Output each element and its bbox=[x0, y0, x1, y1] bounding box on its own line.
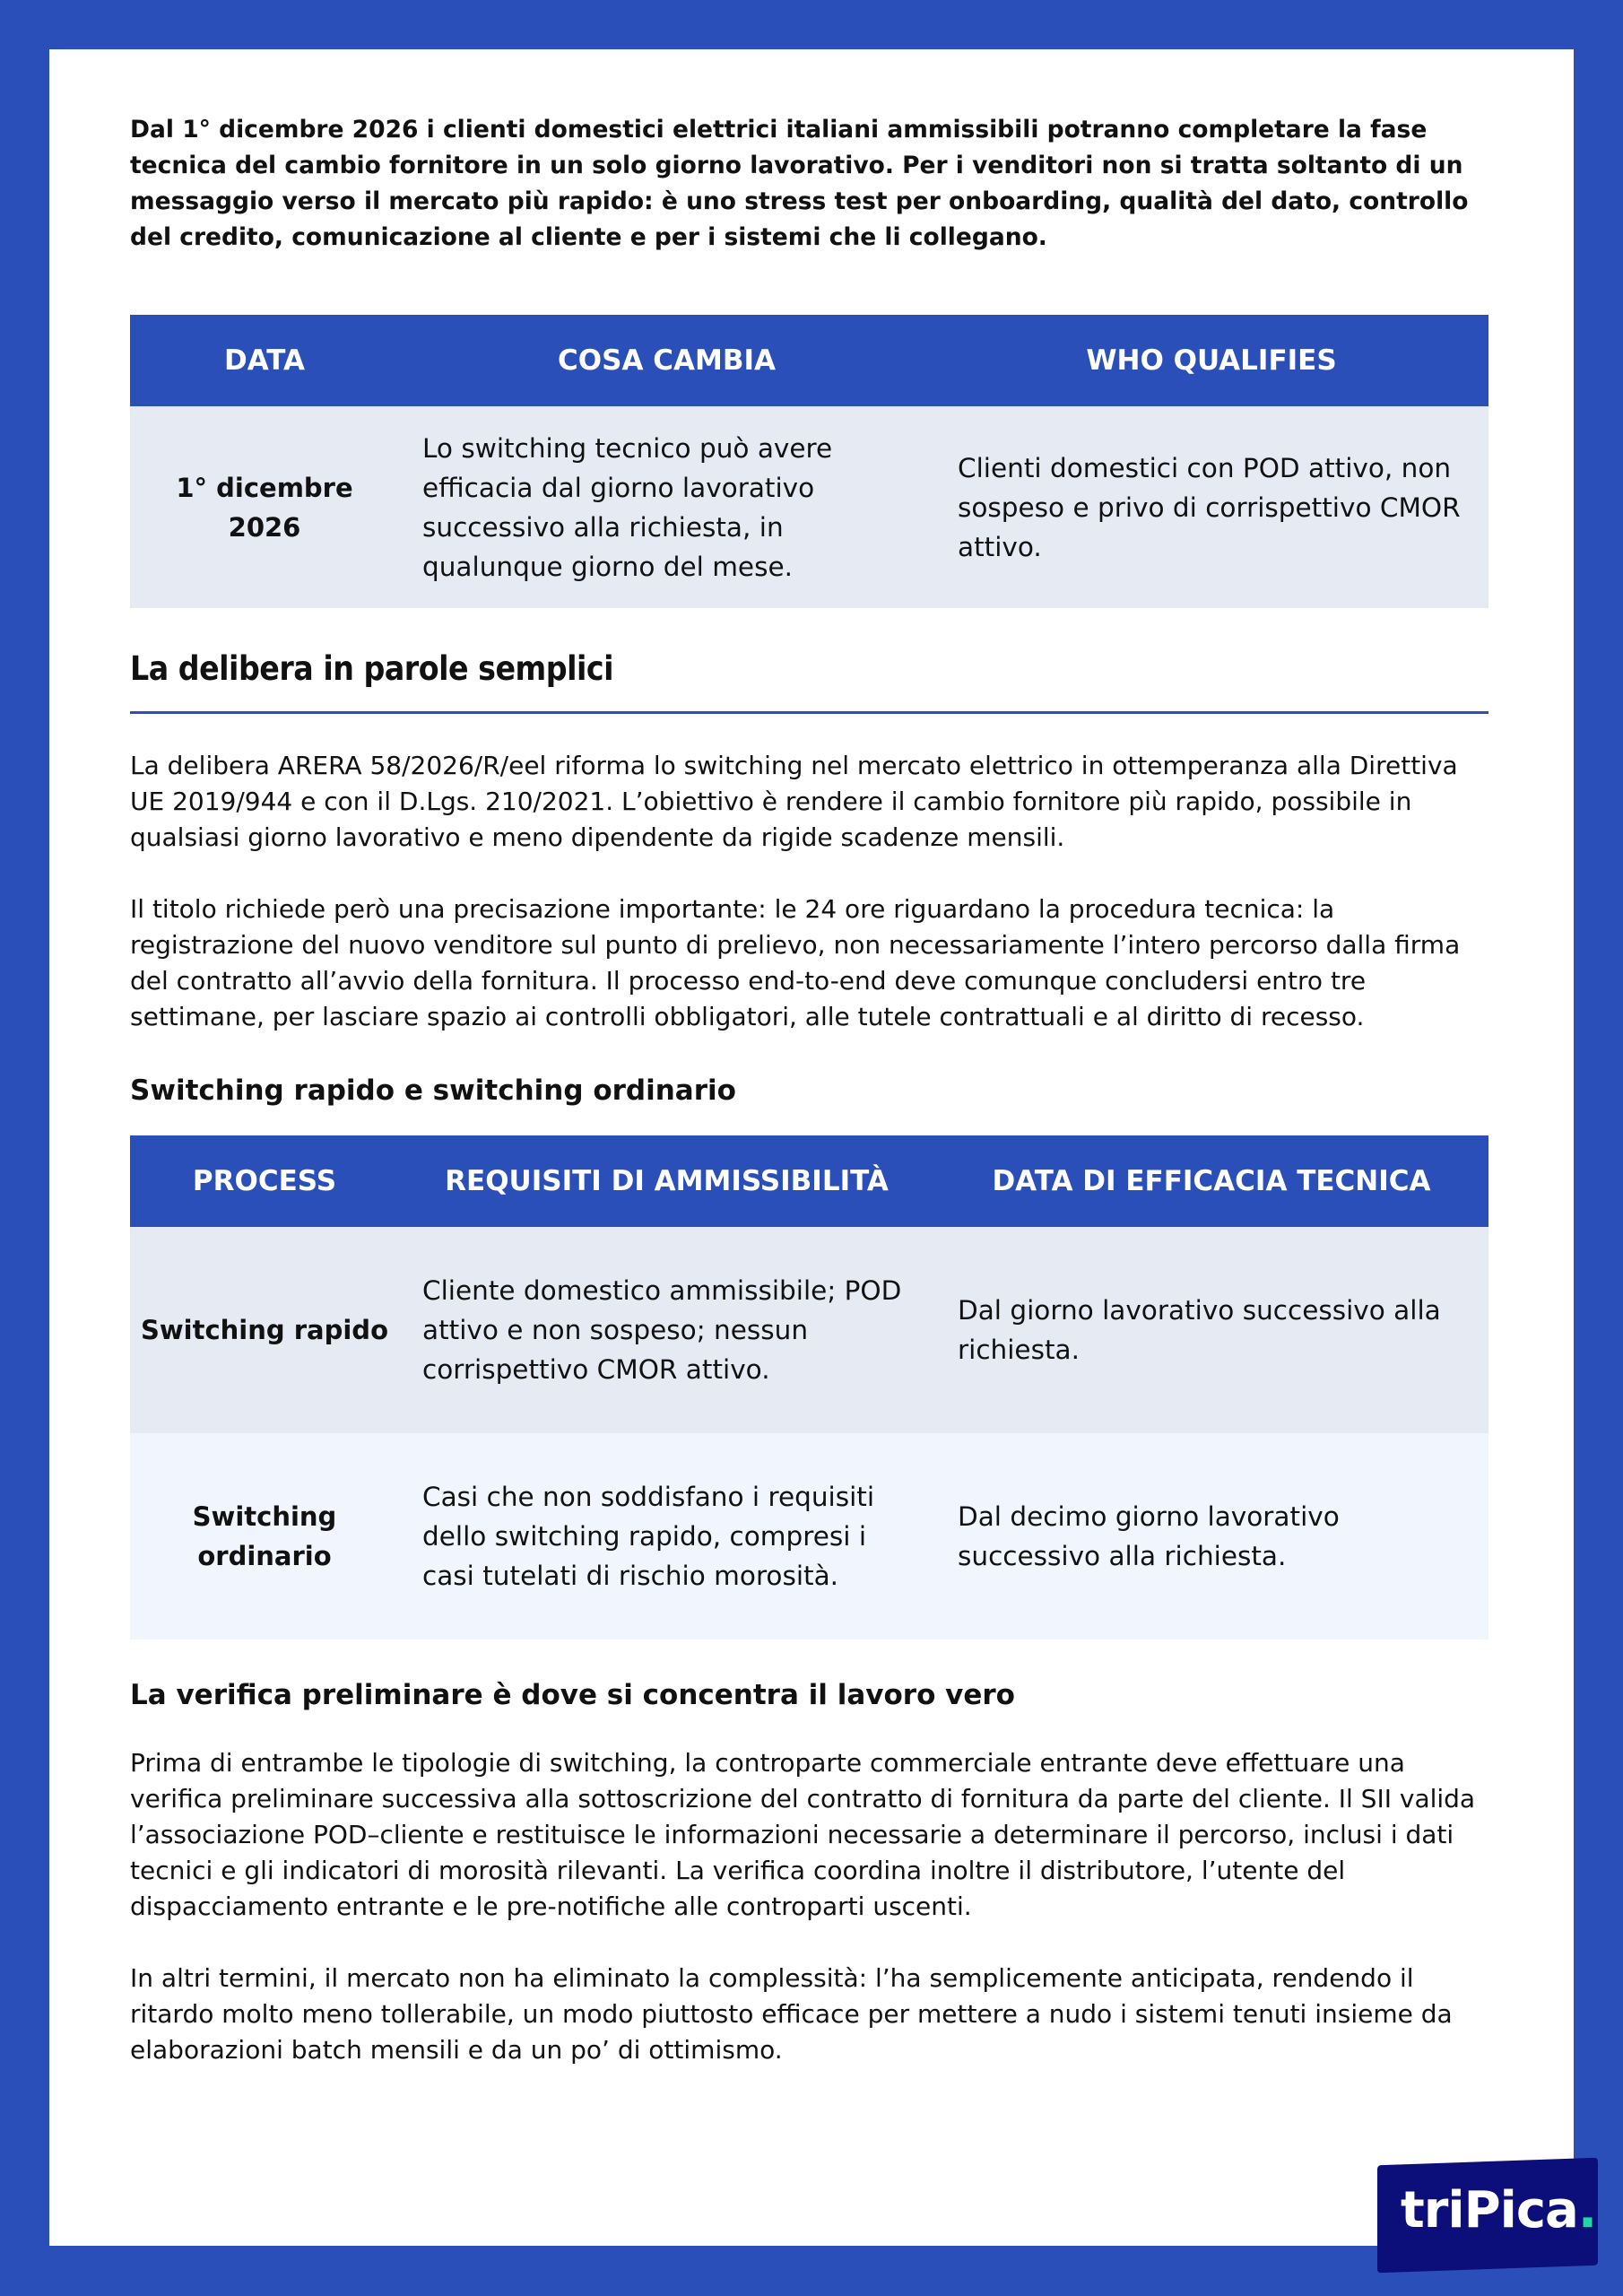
table-cell: 1° dicembre 2026 bbox=[130, 406, 399, 608]
table-header-cell: PROCESS bbox=[130, 1135, 399, 1227]
subsection-heading: La verifica preliminare è dove si concentra il lavoro vero bbox=[130, 1679, 1015, 1711]
table-cell: Cliente domestico ammissibile; POD attivo e non sospeso; nessun corrispettivo CMOR attivo. bbox=[399, 1227, 934, 1433]
table-cell: Switching ordinario bbox=[130, 1433, 399, 1639]
body-paragraph: Il titolo richiede però una precisazione importante: le 24 ore riguardano la procedura tecnica: la registrazione del nuovo venditore sul punto di prelievo, non necessariamente l’intero percorso dalla firma del contratto all’avvio della fornitura. Il processo end-to-end deve comunque concludersi entro tre settimane, per lasciare spazio ai controlli obbligatori, alle tutele contrattuali e al diritto di recesso. bbox=[130, 894, 1461, 1031]
table-header-cell: REQUISITI DI AMMISSIBILITÀ bbox=[399, 1135, 934, 1227]
section-heading: La delibera in parole semplici bbox=[130, 649, 1488, 714]
table-header-cell: WHO QUALIFIES bbox=[934, 315, 1488, 406]
subsection-heading: Switching rapido e switching ordinario bbox=[130, 1074, 736, 1107]
table-row bbox=[130, 1433, 1488, 1639]
table-cell: Dal decimo giorno lavorativo successivo alla richiesta. bbox=[934, 1433, 1488, 1639]
table-cell: Switching rapido bbox=[130, 1227, 399, 1433]
table-header-row bbox=[130, 1135, 1488, 1227]
table-row bbox=[130, 1227, 1488, 1433]
body-paragraph: In altri termini, il mercato non ha eliminato la complessità: l’ha semplicemente anticipata, rendendo il ritardo molto meno tollerabile, un modo piuttosto efficace per mettere a nudo i sistemi tenuti insieme da elaborazioni batch mensili e da un po’ di ottimismo. bbox=[130, 1963, 1453, 2065]
table-cell: Casi che non soddisfano i requisiti dello switching rapido, compresi i casi tutelati di rischio morosità. bbox=[399, 1433, 934, 1639]
table-cell: Lo switching tecnico può avere efficacia dal giorno lavorativo successivo alla richiesta, in qualunque giorno del mese. bbox=[399, 406, 934, 608]
logo bbox=[1401, 2181, 1596, 2239]
intro-paragraph: Dal 1° dicembre 2026 i clienti domestici elettrici italiani ammissibili potranno completare la fase tecnica del cambio fornitore in un solo giorno lavorativo. Per i venditori non si tratta soltanto di un messaggio verso il mercato più rapido: è uno stress test per onboarding, qualità del dato, controllo del credito, comunicazione al cliente e per i sistemi che li collegano. bbox=[130, 116, 1469, 251]
table-header-cell: DATA DI EFFICACIA TECNICA bbox=[934, 1135, 1488, 1227]
body-paragraph: Prima di entrambe le tipologie di switching, la controparte commerciale entrante deve effettuare una verifica preliminare successiva alla sottoscrizione del contratto di fornitura da parte del cliente. Il SII valida l’associazione POD–cliente e restituisce le informazioni necessarie a determinare il percorso, inclusi i dati tecnici e gli indicatori di morosità rilevanti. La verifica coordina inoltre il distributore, l’utente del dispacciamento entrante e le pre-notifiche alle controparti uscenti. bbox=[130, 1748, 1476, 1921]
page bbox=[49, 49, 1574, 2246]
table-row bbox=[130, 406, 1488, 608]
body-paragraph: La delibera ARERA 58/2026/R/eel riforma lo switching nel mercato elettrico in ottemperanza alla Direttiva UE 2019/944 e con il D.Lgs. 210/2021. L’obiettivo è rendere il cambio fornitore più rapido, possibile in qualsiasi giorno lavorativo e meno dipendente da rigide scadenze mensili. bbox=[130, 751, 1458, 852]
table-cell: Dal giorno lavorativo successivo alla richiesta. bbox=[934, 1227, 1488, 1433]
logo-wordmark: triPica bbox=[1401, 2181, 1578, 2239]
logo-dot: . bbox=[1577, 2181, 1597, 2239]
table-header-row bbox=[130, 315, 1488, 406]
content bbox=[130, 112, 1488, 2068]
table-header-cell: DATA bbox=[130, 315, 399, 406]
table-header-cell: COSA CAMBIA bbox=[399, 315, 934, 406]
summary-table bbox=[130, 315, 1488, 608]
switching-table bbox=[130, 1135, 1488, 1639]
table-cell: Clienti domestici con POD attivo, non sospeso e privo di corrispettivo CMOR attivo. bbox=[934, 406, 1488, 608]
